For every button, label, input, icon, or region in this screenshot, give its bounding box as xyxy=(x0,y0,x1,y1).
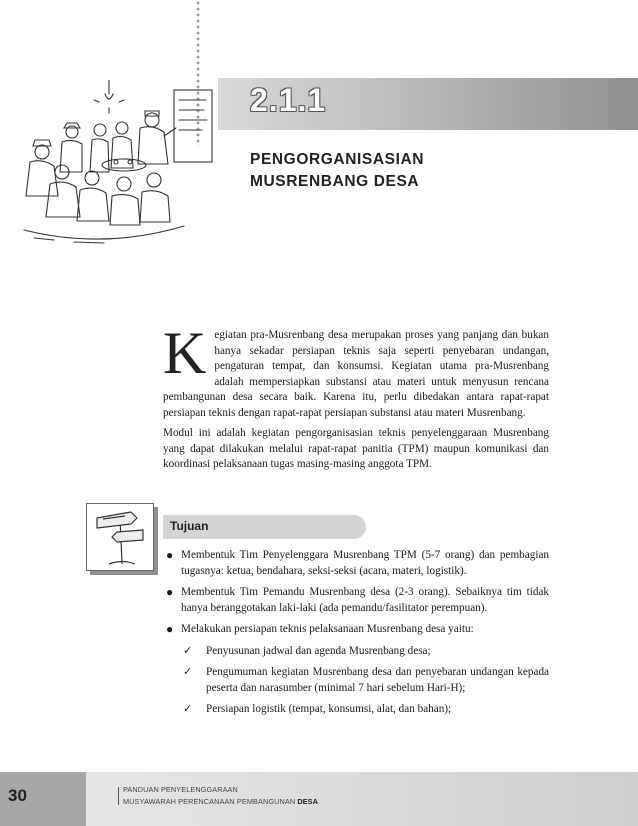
intro-paragraph-1-text: egiatan pra-Musrenbang desa merupakan proses yang panjang dan bukan hanya sekadar persiapan teknis saja seperti penyebaran undangan, pengaturan tempat, dan konsumsi. Kegiatan utama pra-Musrenbang adalah mempersiapkan substansi atau materi untuk menyusun rencana pembangunan desa secara baik. Karena itu, perlu dibedakan antara rapat-rapat persiapan teknis dengan rapat-rapat persiapan substansi atau materi Musrenbang. xyxy=(163,329,549,419)
footer-line-2: MUSYAWARAH PERENCANAAN PEMBANGUNAN DESA xyxy=(123,797,319,806)
checkmark-icon: ✓ xyxy=(183,644,193,657)
drop-cap: K xyxy=(163,320,207,386)
signpost-icon xyxy=(86,503,154,571)
list-item: ● Membentuk Tim Penyelenggara Musrenbang TPM (5-7 orang) dan pembagian tugasnya: ketua, bendahara, seksi-seksi (acara, materi, logistik). xyxy=(166,548,549,577)
bullet-icon: ● xyxy=(166,585,174,599)
footer-separator xyxy=(118,787,119,805)
footer-line-1: PANDUAN PENYELENGGARAAN xyxy=(123,785,238,794)
section-title xyxy=(250,149,424,193)
sub-list-item: ✓ Persiapan logistik (tempat, konsumsi, alat, dan bahan); xyxy=(163,702,549,718)
footer-book-title xyxy=(123,784,318,808)
meeting-illustration xyxy=(14,80,219,250)
page-footer xyxy=(0,772,638,826)
bullet-icon: ● xyxy=(166,622,174,636)
intro-paragraph-1 xyxy=(163,320,549,421)
checkmark-icon: ✓ xyxy=(183,703,193,715)
intro-text xyxy=(163,320,549,478)
intro-paragraph-2: Modul ini adalah kegiatan pengorganisasian teknis penyelenggaraan Musrenbang yang dapat dilakukan melalui rapat-rapat panitia (TPM) maupun komunikasi dan koordinasi pelaksanaan tugas masing-masing anggota TPM. xyxy=(163,427,549,470)
list-item: ● Membentuk Tim Pemandu Musrenbang desa (2-3 orang). Sebaiknya tim tidak hanya beranggotakan laki-laki (ada pemandu/fasilitator perempuan). xyxy=(166,585,549,614)
checkmark-icon: ✓ xyxy=(183,666,193,678)
bullet-icon: ● xyxy=(166,548,174,562)
list-item: ● Melakukan persiapan teknis pelaksanaan Musrenbang desa yaitu: xyxy=(166,622,474,636)
section-number: 2.1.1 xyxy=(250,82,327,118)
page-number: 30 xyxy=(8,786,27,805)
page-number-box xyxy=(0,772,86,826)
section-title-line1: PENGORGANISASIAN xyxy=(250,151,425,168)
section-title-line2: MUSRENBANG DESA xyxy=(250,173,420,190)
sub-list-item: ✓ Pengumuman kegiatan Musrenbang desa dan penyebaran undangan kepada peserta dan narasumber (minimal 7 hari sebelum Hari-H); xyxy=(183,666,549,694)
tujuan-list xyxy=(163,548,549,724)
tujuan-heading: Tujuan xyxy=(170,519,209,533)
sub-list-item: ✓ Penyusunan jadwal dan agenda Musrenbang desa; xyxy=(163,644,549,660)
